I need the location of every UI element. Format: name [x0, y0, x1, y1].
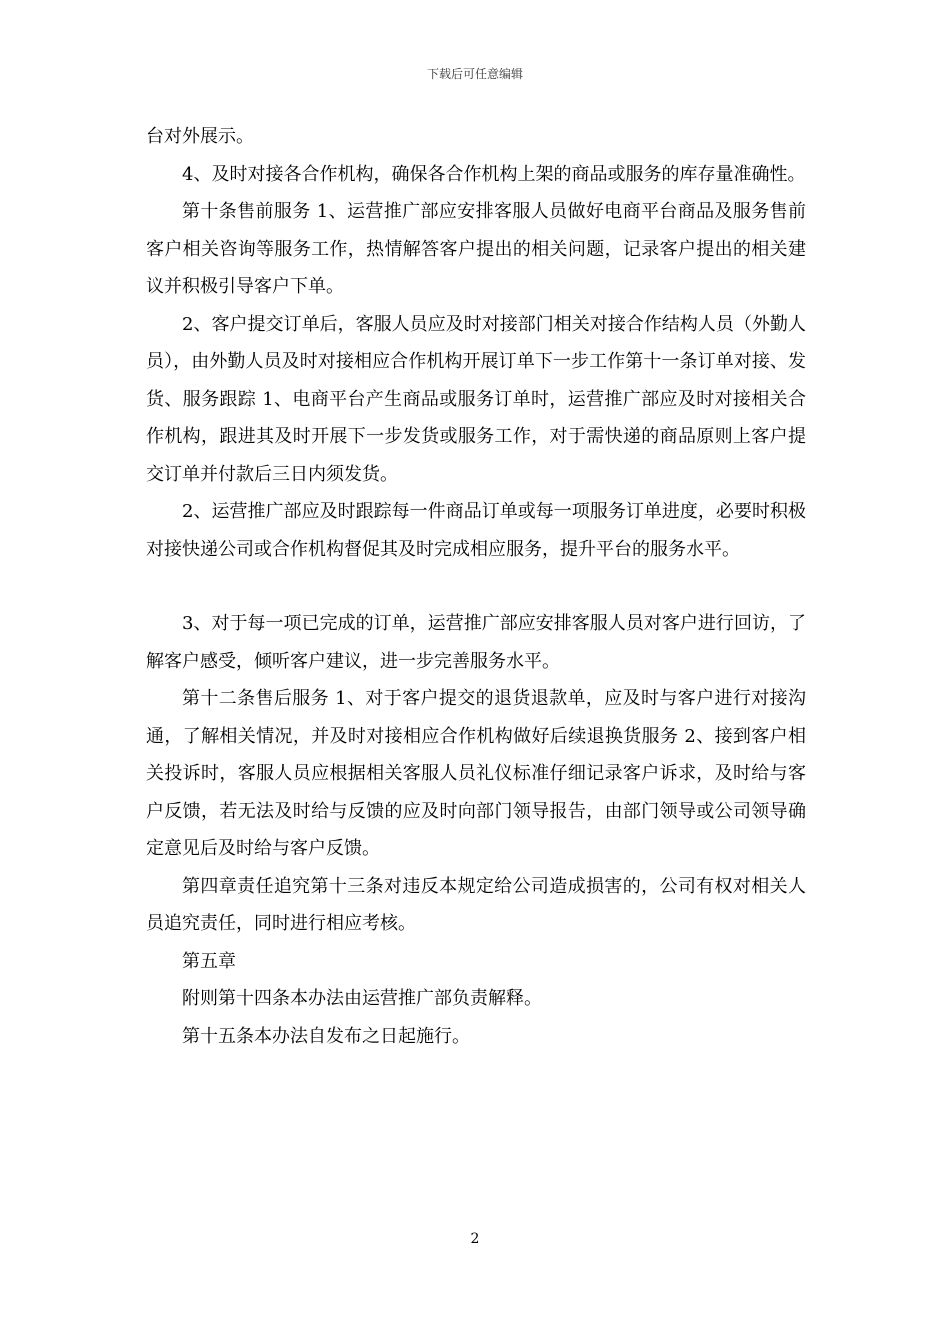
chapter-heading: 第五章: [182, 950, 236, 972]
header-note: 下载后可任意编辑: [426, 67, 523, 81]
paragraph: 第四章责任追究第十三条对违反本规定给公司造成损害的，公司有权对相关人员追究责任，同时进行相应考核。: [146, 875, 806, 934]
paragraph: 2、运营推广部应及时跟踪每一件商品订单或每一项服务订单进度，必要时积极对接快递公司或合作机构督促其及时完成相应服务，提升平台的服务水平。: [146, 501, 806, 560]
document-body: [146, 118, 806, 1055]
paragraph: 台对外展示。: [146, 126, 254, 147]
paragraph: 第十二条售后服务 1、对于客户提交的退货退款单，应及时与客户进行对接沟通，了解相关情况，并及时对接相应合作机构做好后续退换货服务 2、接到客户相关投诉时，客服人员应根据相关客服人员礼仪标准仔细记录客户诉求，及时给与客户反馈，若无法及时给与反馈的应及时向部门领导报告，由部门领导或公司领导确定意见后及时给与客户反馈。: [146, 688, 806, 859]
blank-line: [146, 568, 806, 605]
paragraph: 2、客户提交订单后，客服人员应及时对接部门相关对接合作结构人员（外勤人员），由外勤人员及时对接相应合作机构开展订单下一步工作第十一条订单对接、发货、服务跟踪 1、电商平台产生商品或服务订单时，运营推广部应及时对接相关合作机构，跟进其及时开展下一步发货或服务工作，对于需快递的商品原则上客户提交订单并付款后三日内须发货。: [146, 313, 806, 485]
paragraph: 附则第十四条本办法由运营推广部负责解释。: [182, 988, 542, 1009]
paragraph: 4、及时对接各合作机构，确保各合作机构上架的商品或服务的库存量准确性。: [182, 163, 806, 185]
paragraph: 第十条售前服务 1、运营推广部应安排客服人员做好电商平台商品及服务售前客户相关咨询等服务工作，热情解答客户提出的相关问题，记录客户提出的相关建议并积极引导客户下单。: [146, 201, 806, 297]
paragraph: 第十五条本办法自发布之日起施行。: [182, 1025, 470, 1047]
paragraph: 3、对于每一项已完成的订单，运营推广部应安排客服人员对客户进行回访，了解客户感受，倾听客户建议，进一步完善服务水平。: [146, 613, 806, 672]
page-number: 2: [470, 1231, 480, 1247]
